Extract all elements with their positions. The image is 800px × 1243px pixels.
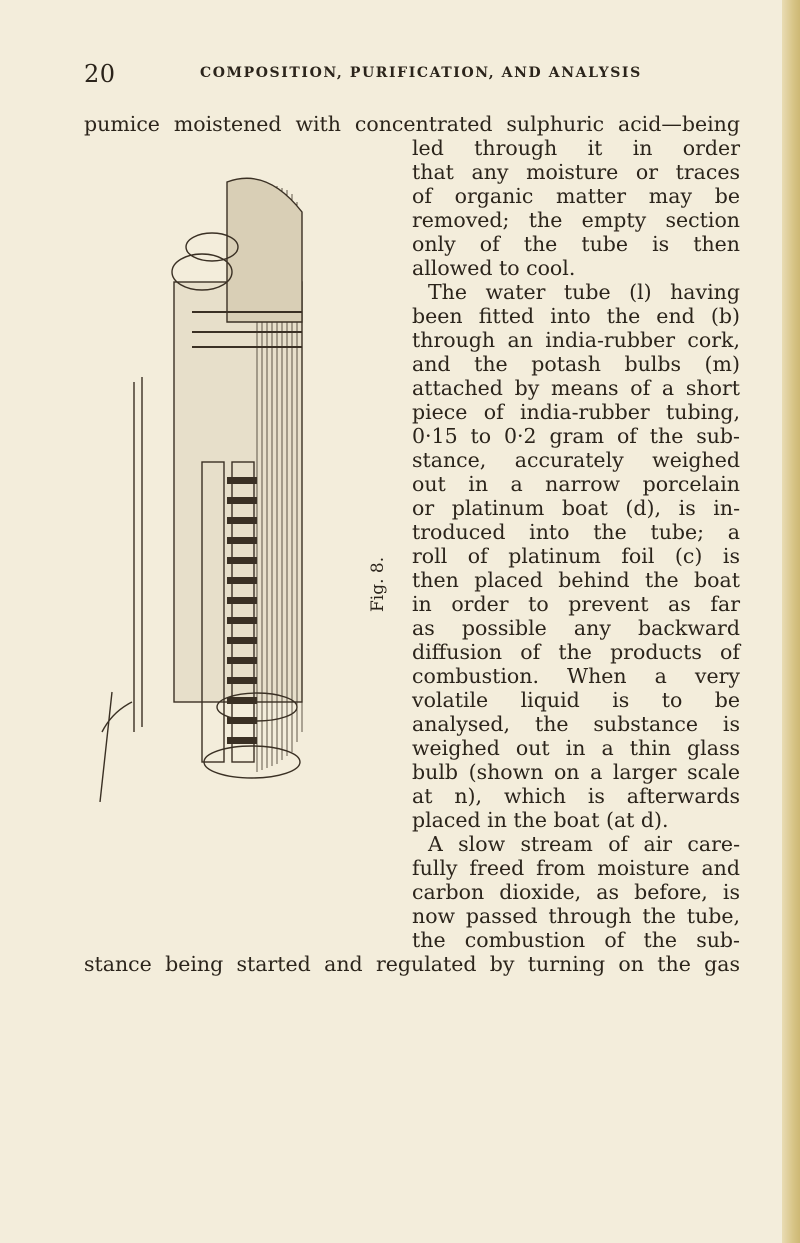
page-edge: [782, 0, 800, 1243]
text-line: roll of platinum foil (c) is: [412, 544, 740, 568]
text-line: led through it in order: [412, 136, 740, 160]
text-line: in order to prevent as far: [412, 592, 740, 616]
text-line: A slow stream of air care-: [428, 832, 740, 856]
text-line: weighed out in a thin glass: [412, 736, 740, 760]
text-line: or platinum boat (d), is in-: [412, 496, 740, 520]
text-line: then placed behind the boat: [412, 568, 740, 592]
text-line: at n), which is afterwards: [412, 784, 740, 808]
text-line: as possible any backward: [412, 616, 740, 640]
text-line: The water tube (l) having: [428, 280, 740, 304]
text-line: stance, accurately weighed: [412, 448, 740, 472]
text-line: out in a narrow porcelain: [412, 472, 740, 496]
running-title: COMPOSITION, PURIFICATION, AND ANALYSIS: [200, 65, 642, 81]
text-line: that any moisture or traces: [412, 160, 740, 184]
text-line: removed; the empty section: [412, 208, 740, 232]
text-line: carbon dioxide, as before, is: [412, 880, 740, 904]
text-line: pumice moistened with concentrated sulphuric acid—being: [84, 112, 740, 136]
text-line: through an india-rubber cork,: [412, 328, 740, 352]
page-number: 20: [84, 60, 116, 88]
text-line: 0·15 to 0·2 gram of the sub-: [412, 424, 740, 448]
text-line: and the potash bulbs (m): [412, 352, 740, 376]
text-line: troduced into the tube; a: [412, 520, 740, 544]
text-line: combustion. When a very: [412, 664, 740, 688]
text-line: fully freed from moisture and: [412, 856, 740, 880]
text-line: attached by means of a short: [412, 376, 740, 400]
text-line: diffusion of the products of: [412, 640, 740, 664]
text-line: volatile liquid is to be: [412, 688, 740, 712]
text-line: piece of india-rubber tubing,: [412, 400, 740, 424]
text-line: bulb (shown on a larger scale: [412, 760, 740, 784]
combustion-furnace-illustration: [92, 172, 368, 802]
text-line: now passed through the tube,: [412, 904, 740, 928]
text-line: allowed to cool.: [412, 256, 576, 280]
text-line: the combustion of the sub-: [412, 928, 740, 952]
text-line: analysed, the substance is: [412, 712, 740, 736]
text-line: of organic matter may be: [412, 184, 740, 208]
figure-label: Fig. 8.: [368, 556, 388, 612]
text-line: stance being started and regulated by turning on the gas: [84, 952, 740, 976]
text-line: only of the tube is then: [412, 232, 740, 256]
text-line: placed in the boat (at d).: [412, 808, 669, 832]
text-line: been fitted into the end (b): [412, 304, 740, 328]
